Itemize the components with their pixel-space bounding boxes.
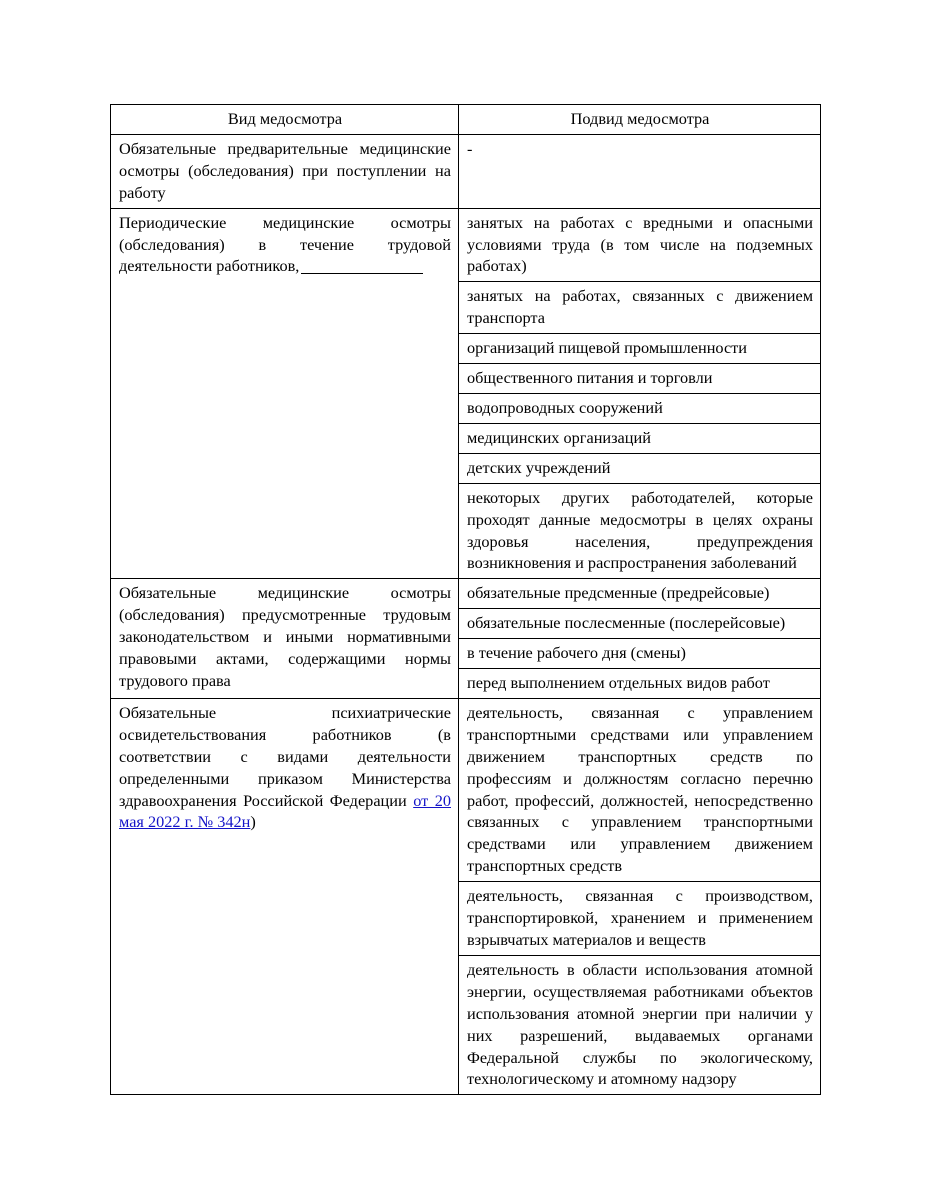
- cell-subkind-4-1: [459, 698, 821, 881]
- cell-subkind-3-1: [459, 579, 821, 609]
- subkind-text-2-2: занятых на работах, связанных с движением транспорта: [467, 286, 813, 328]
- subkind-text-2-6: медицинских организаций: [467, 427, 651, 447]
- subkind-text-2-5: водопроводных сооружений: [467, 397, 663, 417]
- cell-subkind-2-5: [459, 393, 821, 423]
- kind-text-4: [119, 702, 451, 833]
- subkind-text-2-3: организаций пищевой промышленности: [467, 338, 748, 358]
- subkind-text-4-1: деятельность, связанная с управлением транспортными средствами или управлением движением транспортных средств по профессиям и должностям согласно перечню работ, профессий, должностей, непосредственно связанных с управлением транспортными средствами или управлением движением транспортных средств: [467, 702, 813, 876]
- subkind-text-3-3: в течение рабочего дня (смены): [467, 643, 686, 663]
- table-header: [111, 105, 821, 135]
- table-row: [111, 698, 821, 881]
- order-342n-link[interactable]: от 20 мая 2022 г. № 342н: [119, 790, 451, 832]
- cell-subkind-2-1: [459, 208, 821, 282]
- cell-subkind-3-4: [459, 669, 821, 699]
- subkind-text-2-4: общественного питания и торговли: [467, 368, 713, 388]
- kind-text-4-suffix: ): [250, 812, 256, 832]
- cell-kind-4: [111, 698, 459, 1094]
- subkind-text-4-3: деятельность в области использования атомной энергии, осуществляемая работниками объектов использования атомной энергии при наличии у них разрешений, выдаваемых органами Федеральной службы по экологическому, технологическому и атомному надзору: [467, 959, 813, 1089]
- cell-subkind-3-2: [459, 609, 821, 639]
- cell-subkind-4-3: [459, 955, 821, 1094]
- cell-kind-3: [111, 579, 459, 699]
- table-body: [111, 134, 821, 1094]
- kind-text-2-prefix: Периодические медицинские осмотры (обследования) в течение трудовой деятельности работников,: [119, 212, 451, 276]
- cell-subkind-1-1: [459, 134, 821, 208]
- subkind-text-1-1: -: [467, 138, 473, 158]
- cell-kind-2: [111, 208, 459, 579]
- subkind-text-2-7: детских учреждений: [467, 457, 611, 477]
- subkind-text-2-1: занятых на работах с вредными и опасными условиями труда (в том числе на подземных работах): [467, 212, 813, 276]
- table-row: [111, 134, 821, 208]
- cell-kind-1: [111, 134, 459, 208]
- cell-subkind-2-2: [459, 282, 821, 334]
- kind-text-2: [119, 212, 451, 278]
- table-header-row: [111, 105, 821, 135]
- column-header-kind: Вид медосмотра: [111, 105, 459, 135]
- kind-text-1: Обязательные предварительные медицинские осмотры (обследования) при поступлении на работу: [119, 138, 451, 202]
- cell-subkind-2-6: [459, 423, 821, 453]
- fill-in-blank-line: [301, 273, 423, 274]
- kind-text-4-prefix: Обязательные психиатрические освидетельствования работников (в соответствии с видами деятельности определенными приказом Министерства здравоохранения Российской Федерации: [119, 702, 451, 810]
- cell-subkind-2-3: [459, 334, 821, 364]
- cell-subkind-4-2: [459, 882, 821, 956]
- subkind-text-3-2: обязательные послесменные (послерейсовые): [467, 613, 786, 633]
- subkind-text-2-8: некоторых других работодателей, которые проходят данные медосмотры в целях охраны здоровья населения, предупреждения возникновения и распространения заболеваний: [467, 487, 813, 573]
- table-row: [111, 208, 821, 282]
- cell-subkind-3-3: [459, 639, 821, 669]
- subkind-text-3-4: перед выполнением отдельных видов работ: [467, 673, 770, 693]
- kind-text-3: Обязательные медицинские осмотры (обследования) предусмотренные трудовым законодательством и иными нормативными правовыми актами, содержащими нормы трудового права: [119, 583, 451, 690]
- medosmotr-table: [110, 104, 821, 1095]
- subkind-text-3-1: обязательные предсменные (предрейсовые): [467, 583, 770, 603]
- cell-subkind-2-7: [459, 453, 821, 483]
- subkind-text-4-2: деятельность, связанная с производством, транспортировкой, хранением и применением взрывчатых материалов и веществ: [467, 886, 813, 949]
- table-row: [111, 579, 821, 609]
- column-header-subkind: Подвид медосмотра: [459, 105, 821, 135]
- cell-subkind-2-4: [459, 364, 821, 394]
- cell-subkind-2-8: [459, 483, 821, 579]
